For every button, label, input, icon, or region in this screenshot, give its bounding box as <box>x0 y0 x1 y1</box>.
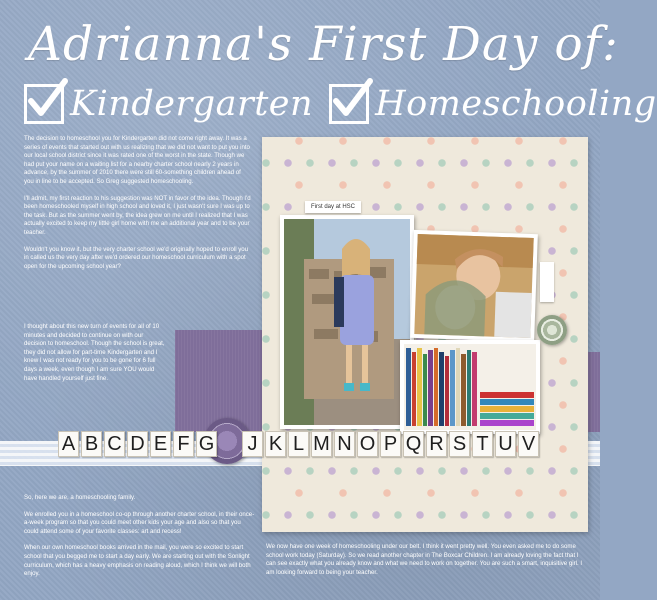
letter-tile: T <box>472 431 493 457</box>
journal-text-left <box>24 135 252 279</box>
subtitle-kindergarten: Kindergarten <box>70 84 314 124</box>
photo-bookshelf <box>400 340 540 434</box>
letter-tile: B <box>81 431 102 457</box>
page-title: Adrianna's First Day of: <box>28 17 619 72</box>
letter-tile: Q <box>403 431 424 457</box>
letter-tile: G <box>196 431 217 457</box>
checkbox-kindergarten <box>24 84 64 124</box>
letter-tile: E <box>150 431 171 457</box>
photo-siblings <box>410 230 538 342</box>
journal-paragraph: We now have one week of homeschooling under our belt. I think it went pretty well. You even asked me to do some school work today (Saturday). So we read another chapter in The Boxcar Children. I am already loving the fact that I can see exactly what you already know and what we need to work on together. You are such a smart, inquisitive girl. I am looking forward to being your teacher. <box>266 543 583 576</box>
journal-paragraph: Wouldn't you know it, but the very charter school we'd originally hoped to enroll you in called us the very day after we'd ordered our homeschool curriculum with a spot open for the upcoming school year? <box>24 245 249 270</box>
photo-first-day <box>280 215 414 429</box>
letter-tile: D <box>127 431 148 457</box>
journal-paragraph: I thought about this new turn of events for all of 10 minutes and decided to continue on with our decision to homeschool. Though the school is great, they did not allow for part-time Kindergarten and I knew I was not ready for you to be gone for 6 full days a week, even though I am sure YOU would have handled yourself just fine. <box>24 323 165 382</box>
checkmark-icon <box>25 77 69 121</box>
journal-text-bottom-right <box>266 543 584 585</box>
journal-paragraph: We enrolled you in a homeschool co-op through another charter school, in their once-a-week program so that you could meet other kids your age and also so that you could attend some of your favorite classes: art and recess! <box>24 510 255 535</box>
bookshelf-image <box>404 344 536 430</box>
letter-tile: O <box>357 431 378 457</box>
journal-text-narrow <box>24 323 166 391</box>
letter-gap <box>219 431 240 457</box>
letter-tile: A <box>58 431 79 457</box>
subtitle-homeschooling: Homeschooling <box>375 84 657 124</box>
journal-paragraph: I'll admit, my first reaction to his suggestion was NOT in favor of the idea. Though I'd been homeschooled myself in high school and loved it, I just wasn't sure I was up to the task. But as the summer went by, the idea grew on me until I realized that I was actually excited to keep my little girl home with me an additional year and to be your teacher. <box>24 194 251 236</box>
letter-tile: C <box>104 431 125 457</box>
photo-label: First day at HSC <box>305 201 361 213</box>
subtitle-row <box>24 78 657 130</box>
letter-tile: F <box>173 431 194 457</box>
letter-tile: U <box>495 431 516 457</box>
journal-paragraph: So, here we are, a homeschooling family. <box>24 494 136 501</box>
letter-tile: M <box>311 431 332 457</box>
letter-tile: V <box>518 431 539 457</box>
siblings-image <box>414 234 533 338</box>
checkmark-icon <box>330 77 374 121</box>
purple-panel-left <box>175 330 265 432</box>
photo-image <box>284 219 410 425</box>
girl-with-backpack-image <box>284 219 410 425</box>
journal-text-bottom-left <box>24 494 256 587</box>
letter-tile: S <box>449 431 470 457</box>
letter-tile: P <box>380 431 401 457</box>
photo-image <box>404 344 536 430</box>
letter-tile: K <box>265 431 286 457</box>
journal-paragraph: The decision to homeschool you for Kindergarten did not come right away. It was a series of events that started out with us realizing that we did not want to put you into our local school district since it was rated one of the worst in the state. Though we had put your name on a waiting list for a nearby charter school nearly 2 years in advance, by the summer of 2010 there were still 60-something children ahead of you in line to be accepted. So Greg suggested homeschooling. <box>24 135 250 185</box>
side-tag <box>540 262 554 302</box>
letter-tile: L <box>288 431 309 457</box>
photo-image <box>414 234 533 338</box>
journal-paragraph: When our own homeschool books arrived in the mail, you were so excited to start school that you begged me to start a day early. We are starting out with the Sonlight curriculum, which has a heavy emphasis on reading aloud, which I think we will both enjoy. <box>24 544 251 578</box>
alphabet-strip <box>58 431 539 457</box>
letter-tile: R <box>426 431 447 457</box>
checkbox-homeschooling <box>329 84 369 124</box>
letter-tile: J <box>242 431 263 457</box>
flower-medallion <box>537 315 567 345</box>
letter-tile: N <box>334 431 355 457</box>
